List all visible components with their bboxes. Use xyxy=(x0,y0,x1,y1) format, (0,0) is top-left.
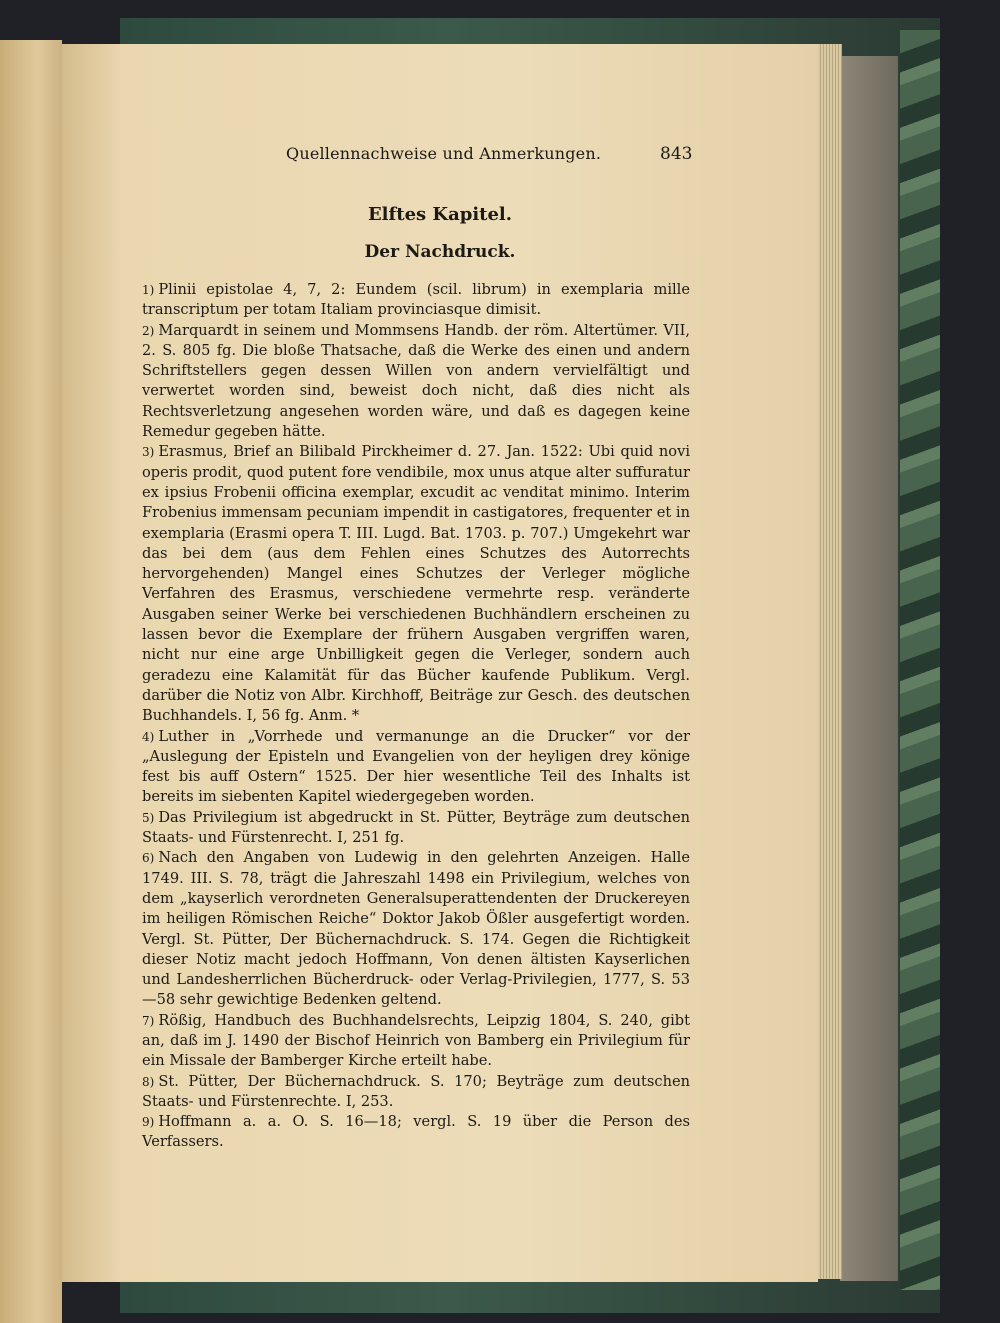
note xyxy=(142,1112,690,1153)
note-text: Luther in „Vorrhede und vermanunge an die Drucker“ vor der „Auslegung der Episteln und Evangelien von der heyligen drey könige fest bis auff Ostern“ 1525. Der hier wesentliche Teil des Inhalts ist bereits im siebenten Kapitel wiedergegeben worden. xyxy=(142,727,690,806)
book-page xyxy=(62,44,818,1282)
note xyxy=(142,321,690,443)
section-title: Der Nachdruck. xyxy=(364,242,516,262)
page-block-shadow xyxy=(840,56,898,1281)
note xyxy=(142,1011,690,1072)
marbled-cover-edge xyxy=(900,30,940,1290)
note xyxy=(142,727,690,808)
footnotes xyxy=(142,280,690,1153)
note-text: Rößig, Handbuch des Buchhandelsrechts, Leipzig 1804, S. 240, gibt an, daß im J. 1490 der Bischof Heinrich von Bamberg ein Privilegium für ein Missale der Bamberger Kirche erteilt habe. xyxy=(142,1011,690,1070)
note xyxy=(142,442,690,726)
note-number: 5) xyxy=(142,810,155,825)
note-number: 1) xyxy=(142,283,155,297)
note-text: Das Privilegium ist abgedruckt in St. Pütter, Beyträge zum deutschen Staats- und Fürstenrecht. I, 251 fg. xyxy=(142,808,690,847)
note xyxy=(142,1072,690,1113)
note-number: 2) xyxy=(142,323,155,338)
note-number: 9) xyxy=(142,1115,155,1130)
note-text: Plinii epistolae 4, 7, 2: Eundem (scil. librum) in exemplaria mille transcriptum per totam Italiam provinciasque dimisit. xyxy=(142,281,690,319)
note-text: Nach den Angaben von Ludewig in den gelehrten Anzeigen. Halle 1749. III. S. 78, trägt die Jahreszahl 1498 ein Privilegium, welches von dem „kayserlich verordneten Generalsuperattendenten der Druckereyen im heiligen Römischen Reiche“ Doktor Jakob Ößler ausgefertigt worden. Vergl. St. Pütter, Der Büchernachdruck. S. 174. Gegen die Richtigkeit dieser Notiz macht jedoch Hoffmann, Von denen ältisten Kayserlichen und Landesherrlichen Bücherdruck- oder Verlag-Privilegien, 1777, S. 53—58 sehr gewichtige Bedenken geltend. xyxy=(142,849,690,1009)
note-text: Hoffmann a. a. O. S. 16—18; vergl. S. 19 über die Person des Verfassers. xyxy=(142,1113,690,1151)
note-number: 7) xyxy=(142,1013,155,1028)
note-number: 3) xyxy=(142,445,155,460)
note xyxy=(142,808,690,849)
note-number: 4) xyxy=(142,729,155,744)
page-number: 843 xyxy=(660,144,693,164)
note-number: 6) xyxy=(142,851,155,866)
note-text: Erasmus, Brief an Bilibald Pirckheimer d. 27. Jan. 1522: Ubi quid novi operis prodit, quod putent fore vendibile, mox unus atque alter suffuratur ex ipsius Frobenii officina exemplar, excudit ac venditat minimo. Interim Frobenius immensam pecuniam impendit in castigatores, frequenter et in exemplaria (Erasmi opera T. III. Lugd. Bat. 1703. p. 707.) Umgekehrt war das bei dem (aus dem Fehlen eines Schutzes des Autorrechts hervorgehenden) Mangel eines Schutzes der Verleger mögliche Verfahren des Erasmus, verschiedene vermehrte resp. veränderte Ausgaben seiner Werke bei verschiedenen Buchhändlern erscheinen zu lassen bevor die Exemplare der frühern Ausgaben vergriffen waren, nicht nur eine arge Unbilligkeit gegen die Verleger, sondern auch geradezu eine Kalamität für das Bücher kaufende Publikum. Vergl. darüber die Notiz von Albr. Kirchhoff, Beiträge zur Gesch. des deutschen Buchhandels. I, 56 fg. Anm. * xyxy=(142,443,690,725)
chapter-title: Elftes Kapitel. xyxy=(367,204,513,225)
note-number: 8) xyxy=(142,1074,155,1089)
running-head: Quellennachweise und Anmerkungen. xyxy=(286,144,602,163)
note-text: St. Pütter, Der Büchernachdruck. S. 170; Beyträge zum deutschen Staats- und Fürstenrechte. I, 253. xyxy=(142,1072,690,1110)
facing-page-edge xyxy=(0,40,62,1323)
note xyxy=(142,848,690,1010)
note xyxy=(142,280,690,321)
note-text: Marquardt in seinem und Mommsens Handb. der röm. Altertümer. VII, 2. S. 805 fg. Die bloße Thatsache, daß die Werke des einen und andern Schriftstellers gegen dessen Willen von andern vervielfältigt und verwertet worden sind, beweist doch nicht, daß dies nicht als Rechtsverletzung angesehen worden wäre, und daß es dagegen keine Remedur gegeben hätte. xyxy=(142,321,690,441)
